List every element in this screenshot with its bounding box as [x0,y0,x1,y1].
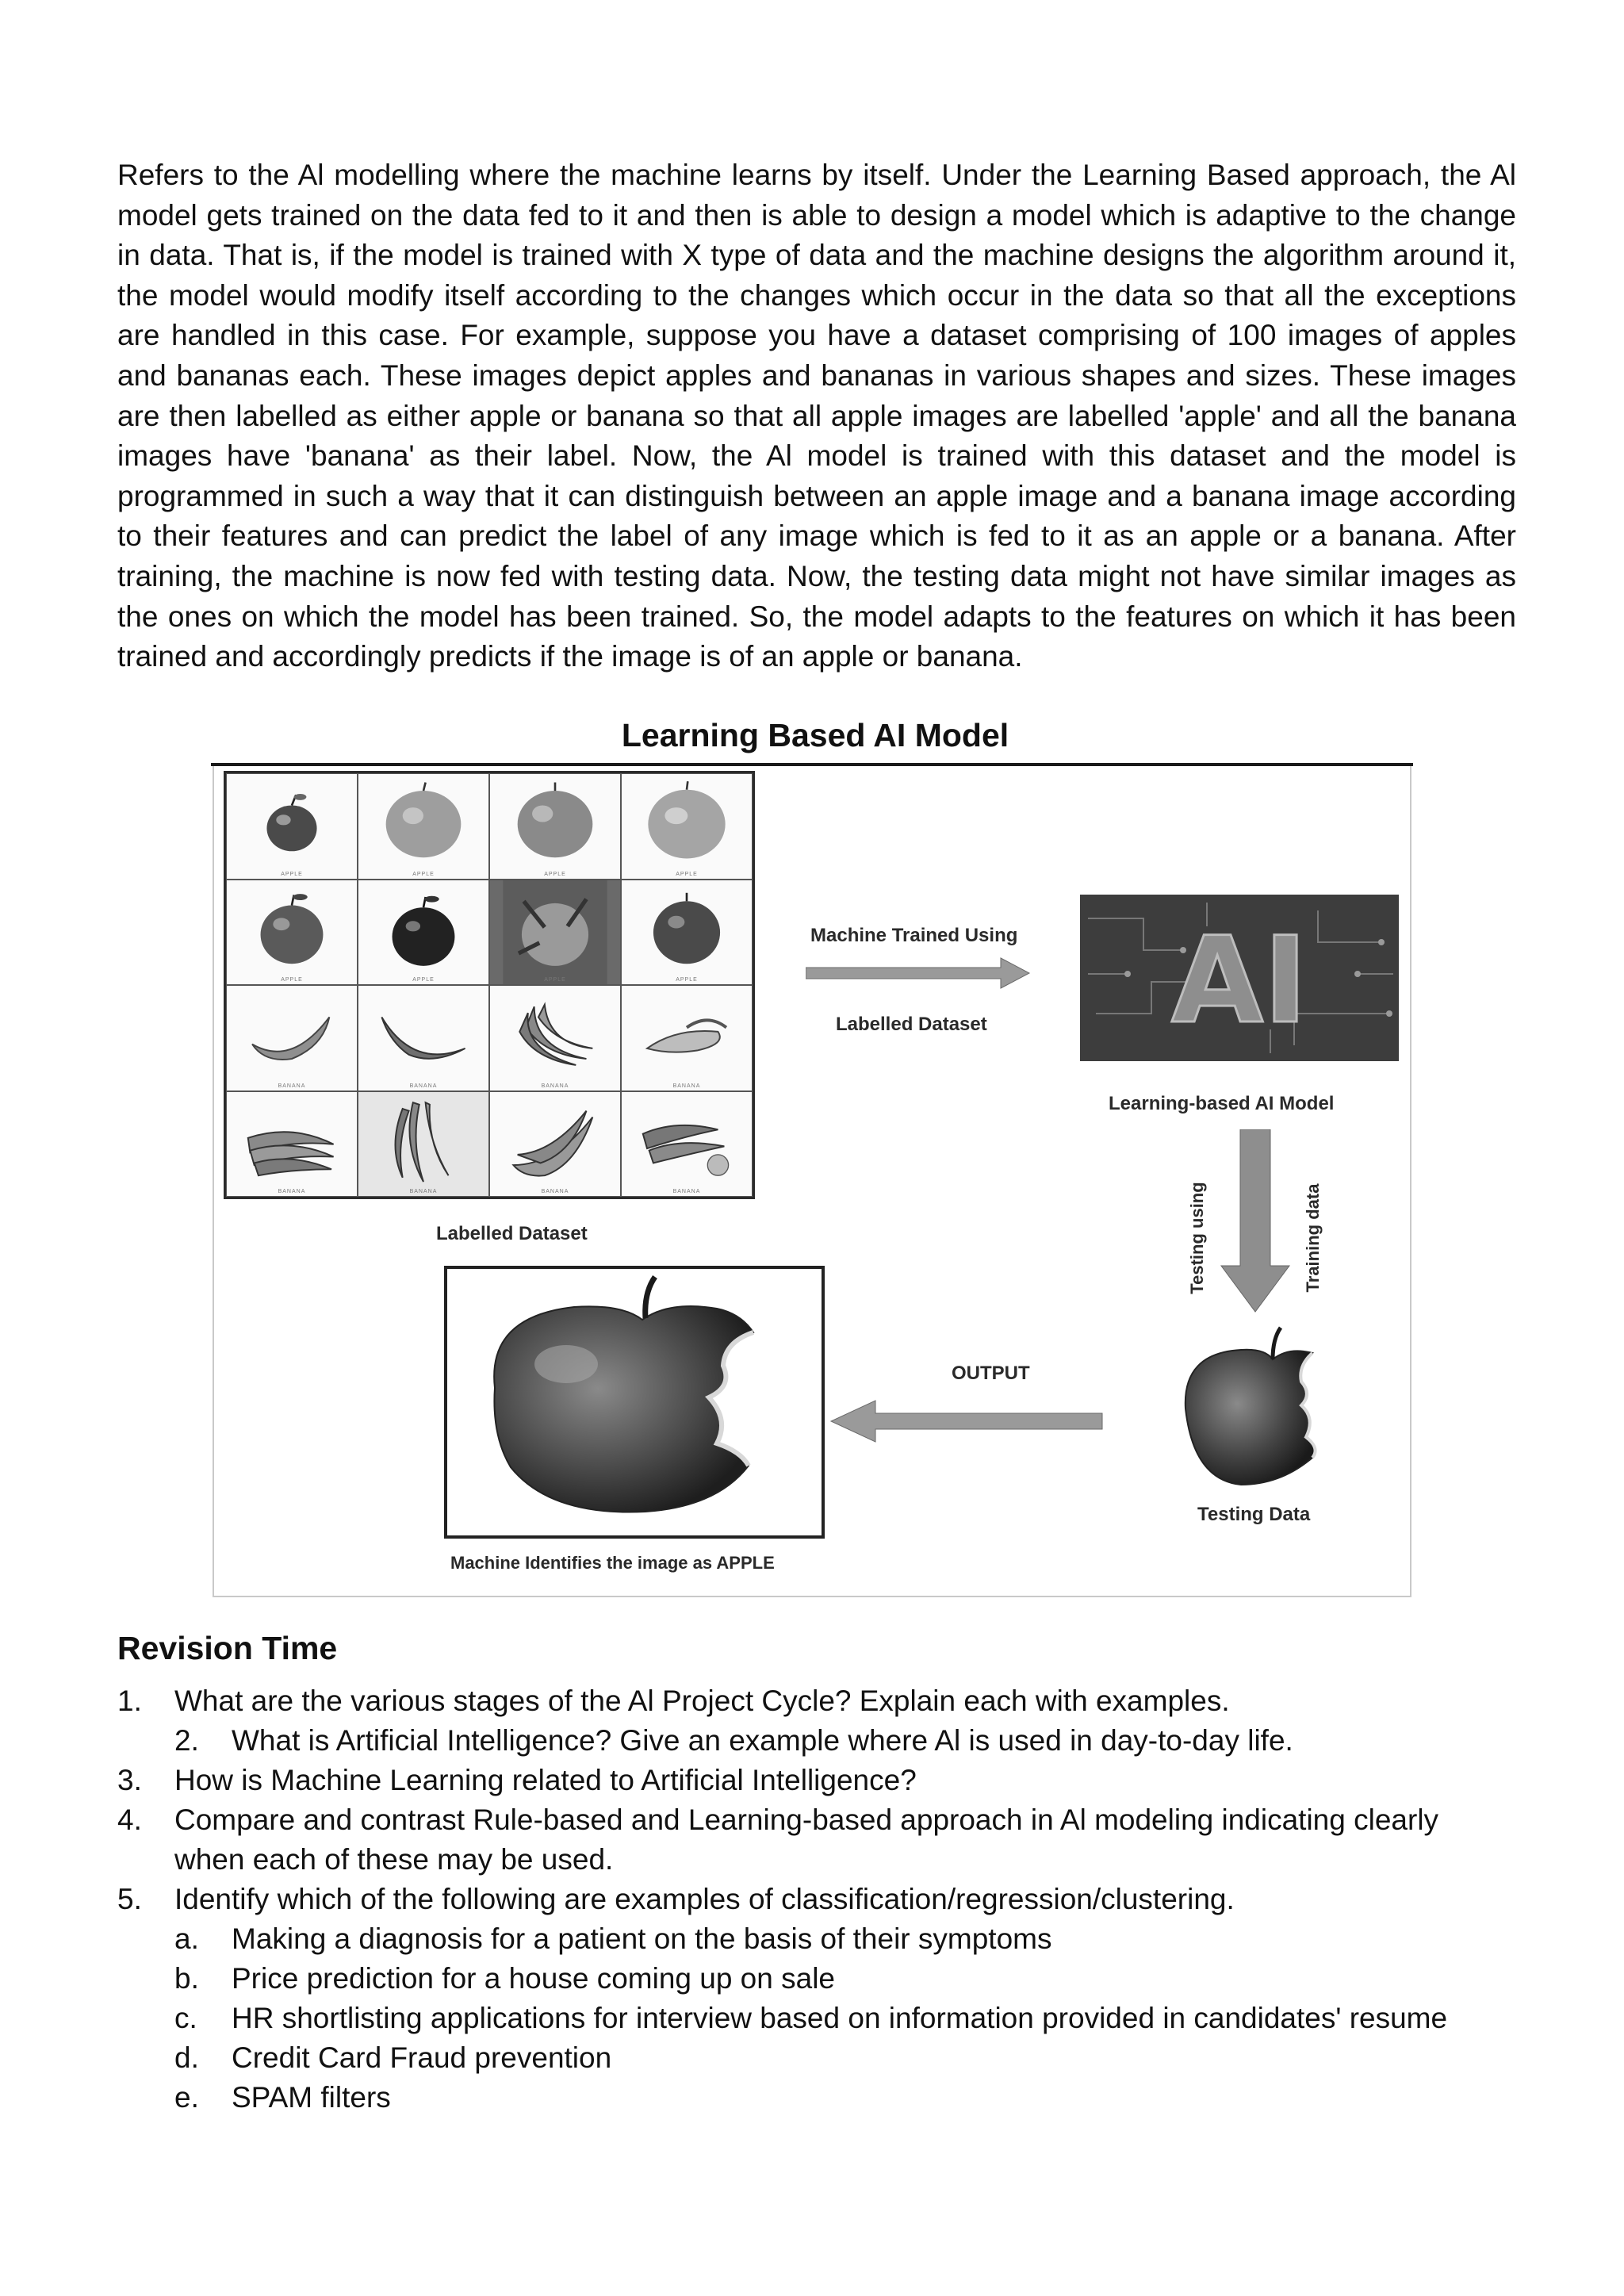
bitten-apple-icon [447,1269,822,1535]
banana-icon [490,986,620,1091]
apple-icon [358,880,488,985]
question-number: 5. [117,1883,142,1915]
dataset-tag: BANANA [672,1083,701,1089]
apple-icon [490,880,620,985]
sub-item-text: HR shortlisting applications for interview based on information provided in candidates' resume [232,2002,1448,2034]
sub-item-letter: e. [174,2081,199,2114]
learning-based-ai-figure [213,766,1411,1597]
apple-icon [227,880,357,985]
question-number: 1. [117,1685,142,1717]
left-arrow-icon [829,1399,1104,1443]
machine-identifies-label: Machine Identifies the image as APPLE [450,1553,775,1573]
dataset-tag: BANANA [278,1083,306,1089]
labelled-dataset-arrow-label: Labelled Dataset [836,1014,987,1035]
dataset-image-apple [358,773,489,880]
question-text: How is Machine Learning related to Artificial Intelligence? [174,1764,917,1796]
dataset-tag: APPLE [281,977,303,983]
learning-based-model-label: Learning-based AI Model [1109,1093,1335,1114]
dataset-tag: APPLE [676,977,698,983]
dataset-tag: BANANA [541,1189,569,1194]
dataset-tag: BANANA [409,1083,438,1089]
ai-logo-text: AI [1171,912,1308,1050]
revision-title: Revision Time [117,1630,338,1666]
banana-icon [622,986,752,1091]
right-arrow-icon [806,956,1031,990]
apple-icon [227,774,357,879]
question-text: Identify which of the following are examples of classification/regression/clustering. [174,1883,1235,1915]
sub-item-letter: b. [174,1962,199,1995]
testing-data-label: Testing Data [1197,1504,1311,1525]
intro-paragraph: Refers to the Al modelling where the machine learns by itself. Under the Learning Based approach, the Al model gets trained on the data fed to it and then is able to design a model which is adaptive to the change in data. That is, if the model is trained with X type of data and the machine designs the algorithm around it, the model would modify itself according to the changes which occur in the data so that all the exceptions are handled in this case. For example, suppose you have a dataset comprising of 100 images of apples and bananas each. These images depict apples and bananas in various shapes and sizes. These images are then labelled as either apple or banana so that all apple images are labelled 'apple' and all the banana images have 'banana' as their label. Now, the Al model is trained with this dataset and the model is programmed in such a way that it can distinguish between an apple image and a banana image according to their features and can predict the label of any image which is fed to it as an apple or a banana. After training, the machine is now fed with testing data. Now, the testing data might not have similar images as the ones on which the model has been trained. So, the model adapts to the features on which it has been trained and accordingly predicts if the image is of an apple or banana. [117,159,1516,673]
sub-item-text: Making a diagnosis for a patient on the basis of their symptoms [232,1922,1052,1955]
output-apple-box [444,1266,825,1539]
dataset-tag: APPLE [412,977,435,983]
question-text: Compare and contrast Rule-based and Learning-based approach in Al modeling indicating clearly [174,1803,1439,1836]
sub-item-letter: c. [174,2002,197,2034]
dataset-image-banana [489,1091,621,1198]
dataset-image-apple [358,880,489,986]
question-number: 3. [117,1764,142,1796]
testing-apple-icon [1154,1321,1356,1492]
question-number: 2. [174,1724,199,1757]
dataset-image-banana [358,1091,489,1198]
labelled-dataset-label: Labelled Dataset [436,1223,588,1244]
figure-title: Learning Based AI Model [621,717,1009,753]
dataset-image-apple [621,773,753,880]
dataset-image-apple [226,880,358,986]
dataset-image-banana [489,985,621,1091]
question-text: What are the various stages of the Al Project Cycle? Explain each with examples. [174,1685,1230,1717]
output-label: OUTPUT [952,1363,1030,1384]
dataset-image-banana [621,985,753,1091]
sub-item-letter: a. [174,1922,199,1955]
machine-trained-label: Machine Trained Using [810,925,1018,946]
training-data-label: Training data [1303,1183,1323,1293]
banana-icon [227,986,357,1091]
dataset-image-apple [621,880,753,986]
dataset-image-banana [621,1091,753,1198]
dataset-image-apple [489,773,621,880]
testing-using-label: Testing using [1187,1182,1207,1294]
down-arrow-icon [1220,1129,1291,1313]
dataset-tag: APPLE [676,871,698,877]
dataset-tag: APPLE [412,871,435,877]
apple-icon [490,774,620,879]
question-number: 4. [117,1803,142,1836]
dataset-image-apple [489,880,621,986]
dataset-image-apple [226,773,358,880]
dataset-tag: BANANA [541,1083,569,1089]
dataset-tag: BANANA [409,1189,438,1194]
banana-icon [490,1092,620,1197]
banana-icon [358,1092,488,1197]
banana-icon [227,1092,357,1197]
labelled-dataset-grid [224,771,755,1199]
apple-icon [622,774,752,879]
banana-icon [358,986,488,1091]
question-text-continued: when each of these may be used. [174,1843,614,1876]
dataset-tag: BANANA [278,1189,306,1194]
ai-circuit-image [1080,895,1399,1061]
dataset-tag: APPLE [544,977,566,983]
dataset-tag: APPLE [281,871,303,877]
sub-item-text: Credit Card Fraud prevention [232,2041,612,2074]
sub-item-text: SPAM filters [232,2081,391,2114]
sub-item-letter: d. [174,2041,199,2074]
dataset-image-banana [358,985,489,1091]
dataset-image-banana [226,1091,358,1198]
apple-icon [622,880,752,985]
apple-icon [358,774,488,879]
banana-icon [622,1092,752,1197]
dataset-image-banana [226,985,358,1091]
dataset-tag: BANANA [672,1189,701,1194]
sub-item-text: Price prediction for a house coming up on sale [232,1962,835,1995]
question-text: What is Artificial Intelligence? Give an example where Al is used in day-to-day life. [232,1724,1293,1757]
dataset-tag: APPLE [544,871,566,877]
